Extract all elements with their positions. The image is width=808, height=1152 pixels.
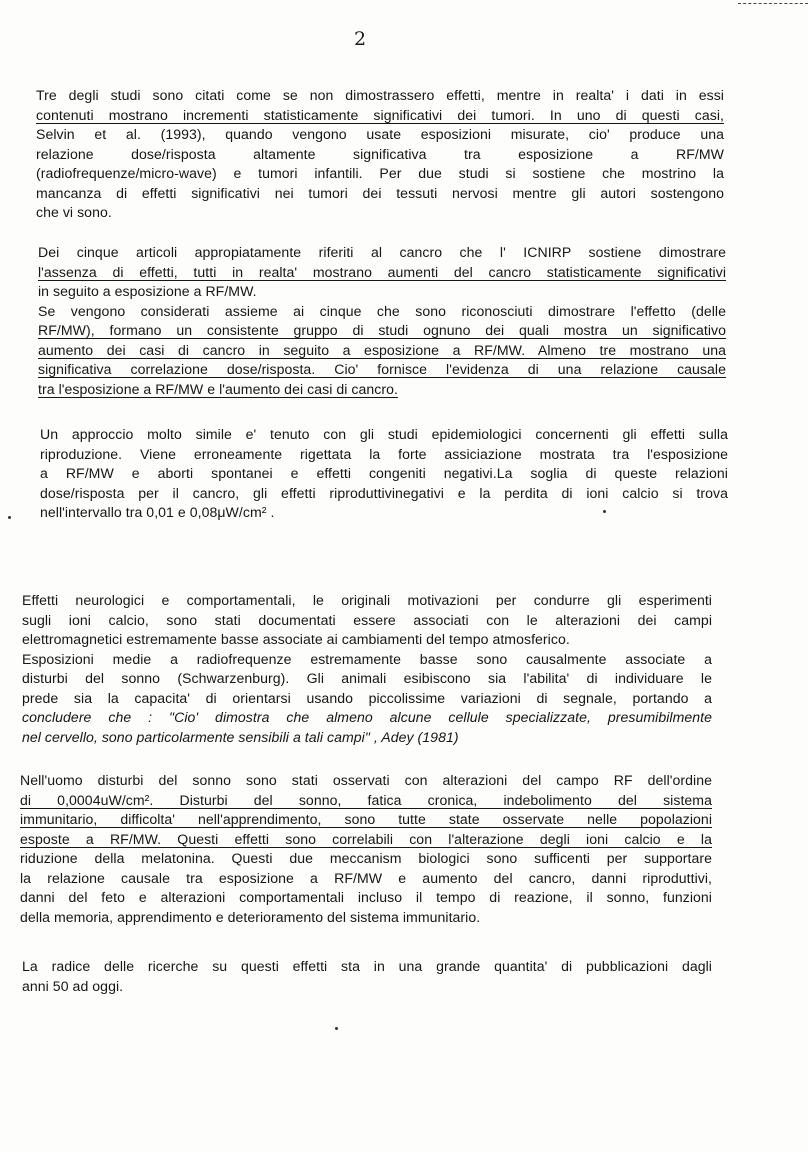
text-line: Dei cinque articoli appropiatamente riferiti al cancro che l' ICNIRP sostiene dimostrare xyxy=(38,244,726,260)
paragraph-3 xyxy=(40,425,728,523)
text-line: immunitario, difficolta' nell'apprendimento, sono tutte state osservate nelle popolazioni xyxy=(20,811,712,827)
text-line: RF/MW), formano un consistente gruppo di studi ognuno dei quali mostra un significativo xyxy=(38,322,726,338)
scan-speck xyxy=(8,516,11,519)
scan-speck xyxy=(603,510,606,513)
text-line: (radiofrequenze/micro-wave) e tumori infantili. Per due studi si sostiene che mostrino la xyxy=(36,165,724,181)
page-number: 2 xyxy=(354,28,367,50)
text-line: la relazione causale tra esposizione a RF/MW e aumento del cancro, danni riproduttivi, xyxy=(20,869,712,886)
text-line: disturbi del sonno (Schwarzenburg). Gli animali esibiscono sia l'abilita' di individuare le xyxy=(22,670,712,686)
text-line: anni 50 ad oggi. xyxy=(22,977,124,994)
paragraph-6 xyxy=(22,957,712,996)
text-line: prede sia la capacita' di orientarsi usando piccolissime variazioni di segnale, portando a xyxy=(22,689,712,706)
text-line: Un approccio molto simile e' tenuto con gli studi epidemiologici concernenti gli effetti sulla xyxy=(40,426,728,442)
text-line: di 0,0004uW/cm². Disturbi del sonno, fatica cronica, indebolimento del sistema xyxy=(20,791,712,808)
text-line: riproduzione. Viene erroneamente rigettata la forte assiciazione mostrata tra l'esposizione xyxy=(40,445,728,462)
text-line: Tre degli studi sono citati come se non dimostrassero effetti, mentre in realta' i dati in essi xyxy=(36,87,724,103)
paragraph-2 xyxy=(38,243,726,399)
text-line: contenuti mostrano incrementi statisticamente significativi dei tumori. In uno di questi casi, xyxy=(36,106,724,123)
scan-corner-mark xyxy=(738,0,808,4)
text-line: della memoria, apprendimento e deterioramento del sistema immunitario. xyxy=(20,908,481,925)
text-line: l'assenza di effetti, tutti in realta' mostrano aumenti del cancro statisticamente significativi xyxy=(38,263,726,280)
text-line: a RF/MW e aborti spontanei e effetti congeniti negativi.La soglia di queste relazioni xyxy=(40,465,728,481)
paragraph-5 xyxy=(20,771,712,927)
text-line: elettromagnetici estremamente basse associate ai cambiamenti del tempo atmosferico. xyxy=(22,631,570,647)
text-line: in seguito a esposizione a RF/MW. xyxy=(38,283,257,299)
paragraph-1 xyxy=(36,86,724,223)
text-line: Effetti neurologici e comportamentali, le originali motivazioni per condurre gli esperimenti xyxy=(22,592,712,608)
scan-speck xyxy=(335,1027,338,1030)
text-line: nell'intervallo tra 0,01 e 0,08μW/cm² . xyxy=(40,504,275,520)
text-line: significativa correlazione dose/risposta. Cio' fornisce l'evidenza di una relazione causale xyxy=(38,361,726,377)
text-line: dose/risposta per il cancro, gli effetti riproduttivinegativi e la perdita di ioni calcio si trova xyxy=(40,484,728,501)
text-line: nel cervello, sono particolarmente sensibili a tali campi" , Adey (1981) xyxy=(22,728,459,745)
text-line: La radice delle ricerche su questi effetti sta in una grande quantita' di pubblicazioni dagli xyxy=(22,958,712,974)
text-line: aumento dei casi di cancro in seguito a esposizione a RF/MW. Almeno tre mostrano una xyxy=(38,341,726,358)
text-line: sugli ioni calcio, sono stati documentati essere associati con le alterazioni dei campi xyxy=(22,611,712,628)
text-line: riduzione della melatonina. Questi due meccanism biologici sono sufficenti per supportare xyxy=(20,850,712,866)
text-line: Nell'uomo disturbi del sonno sono stati osservati con alterazioni del campo RF dell'ordine xyxy=(20,772,712,788)
text-line: Selvin et al. (1993), quando vengono usate esposizioni misurate, cio' produce una xyxy=(36,126,724,142)
text-line: che vi sono. xyxy=(36,204,112,220)
paragraph-4 xyxy=(22,591,712,747)
text-line: tra l'esposizione a RF/MW e l'aumento dei casi di cancro. xyxy=(38,380,398,397)
text-line: danni del feto e alterazioni comportamentali incluso il tempo di reazione, il sonno, funzioni xyxy=(20,889,712,905)
text-line: mancanza di effetti significativi nei tumori dei tessuti nervosi mentre gli autori sostengono xyxy=(36,184,724,201)
text-line: esposte a RF/MW. Questi effetti sono correlabili con l'alterazione degli ioni calcio e la xyxy=(20,830,712,847)
text-line: relazione dose/risposta altamente significativa tra esposizione a RF/MW xyxy=(36,145,724,162)
text-line: Se vengono considerati assieme ai cinque che sono riconosciuti dimostrare l'effetto (delle xyxy=(38,302,726,319)
text-line: concludere che : "Cio' dimostra che almeno alcune cellule specializzate, presumibilmente xyxy=(22,709,712,725)
text-line: Esposizioni medie a radiofrequenze estremamente basse sono causalmente associate a xyxy=(22,650,712,667)
